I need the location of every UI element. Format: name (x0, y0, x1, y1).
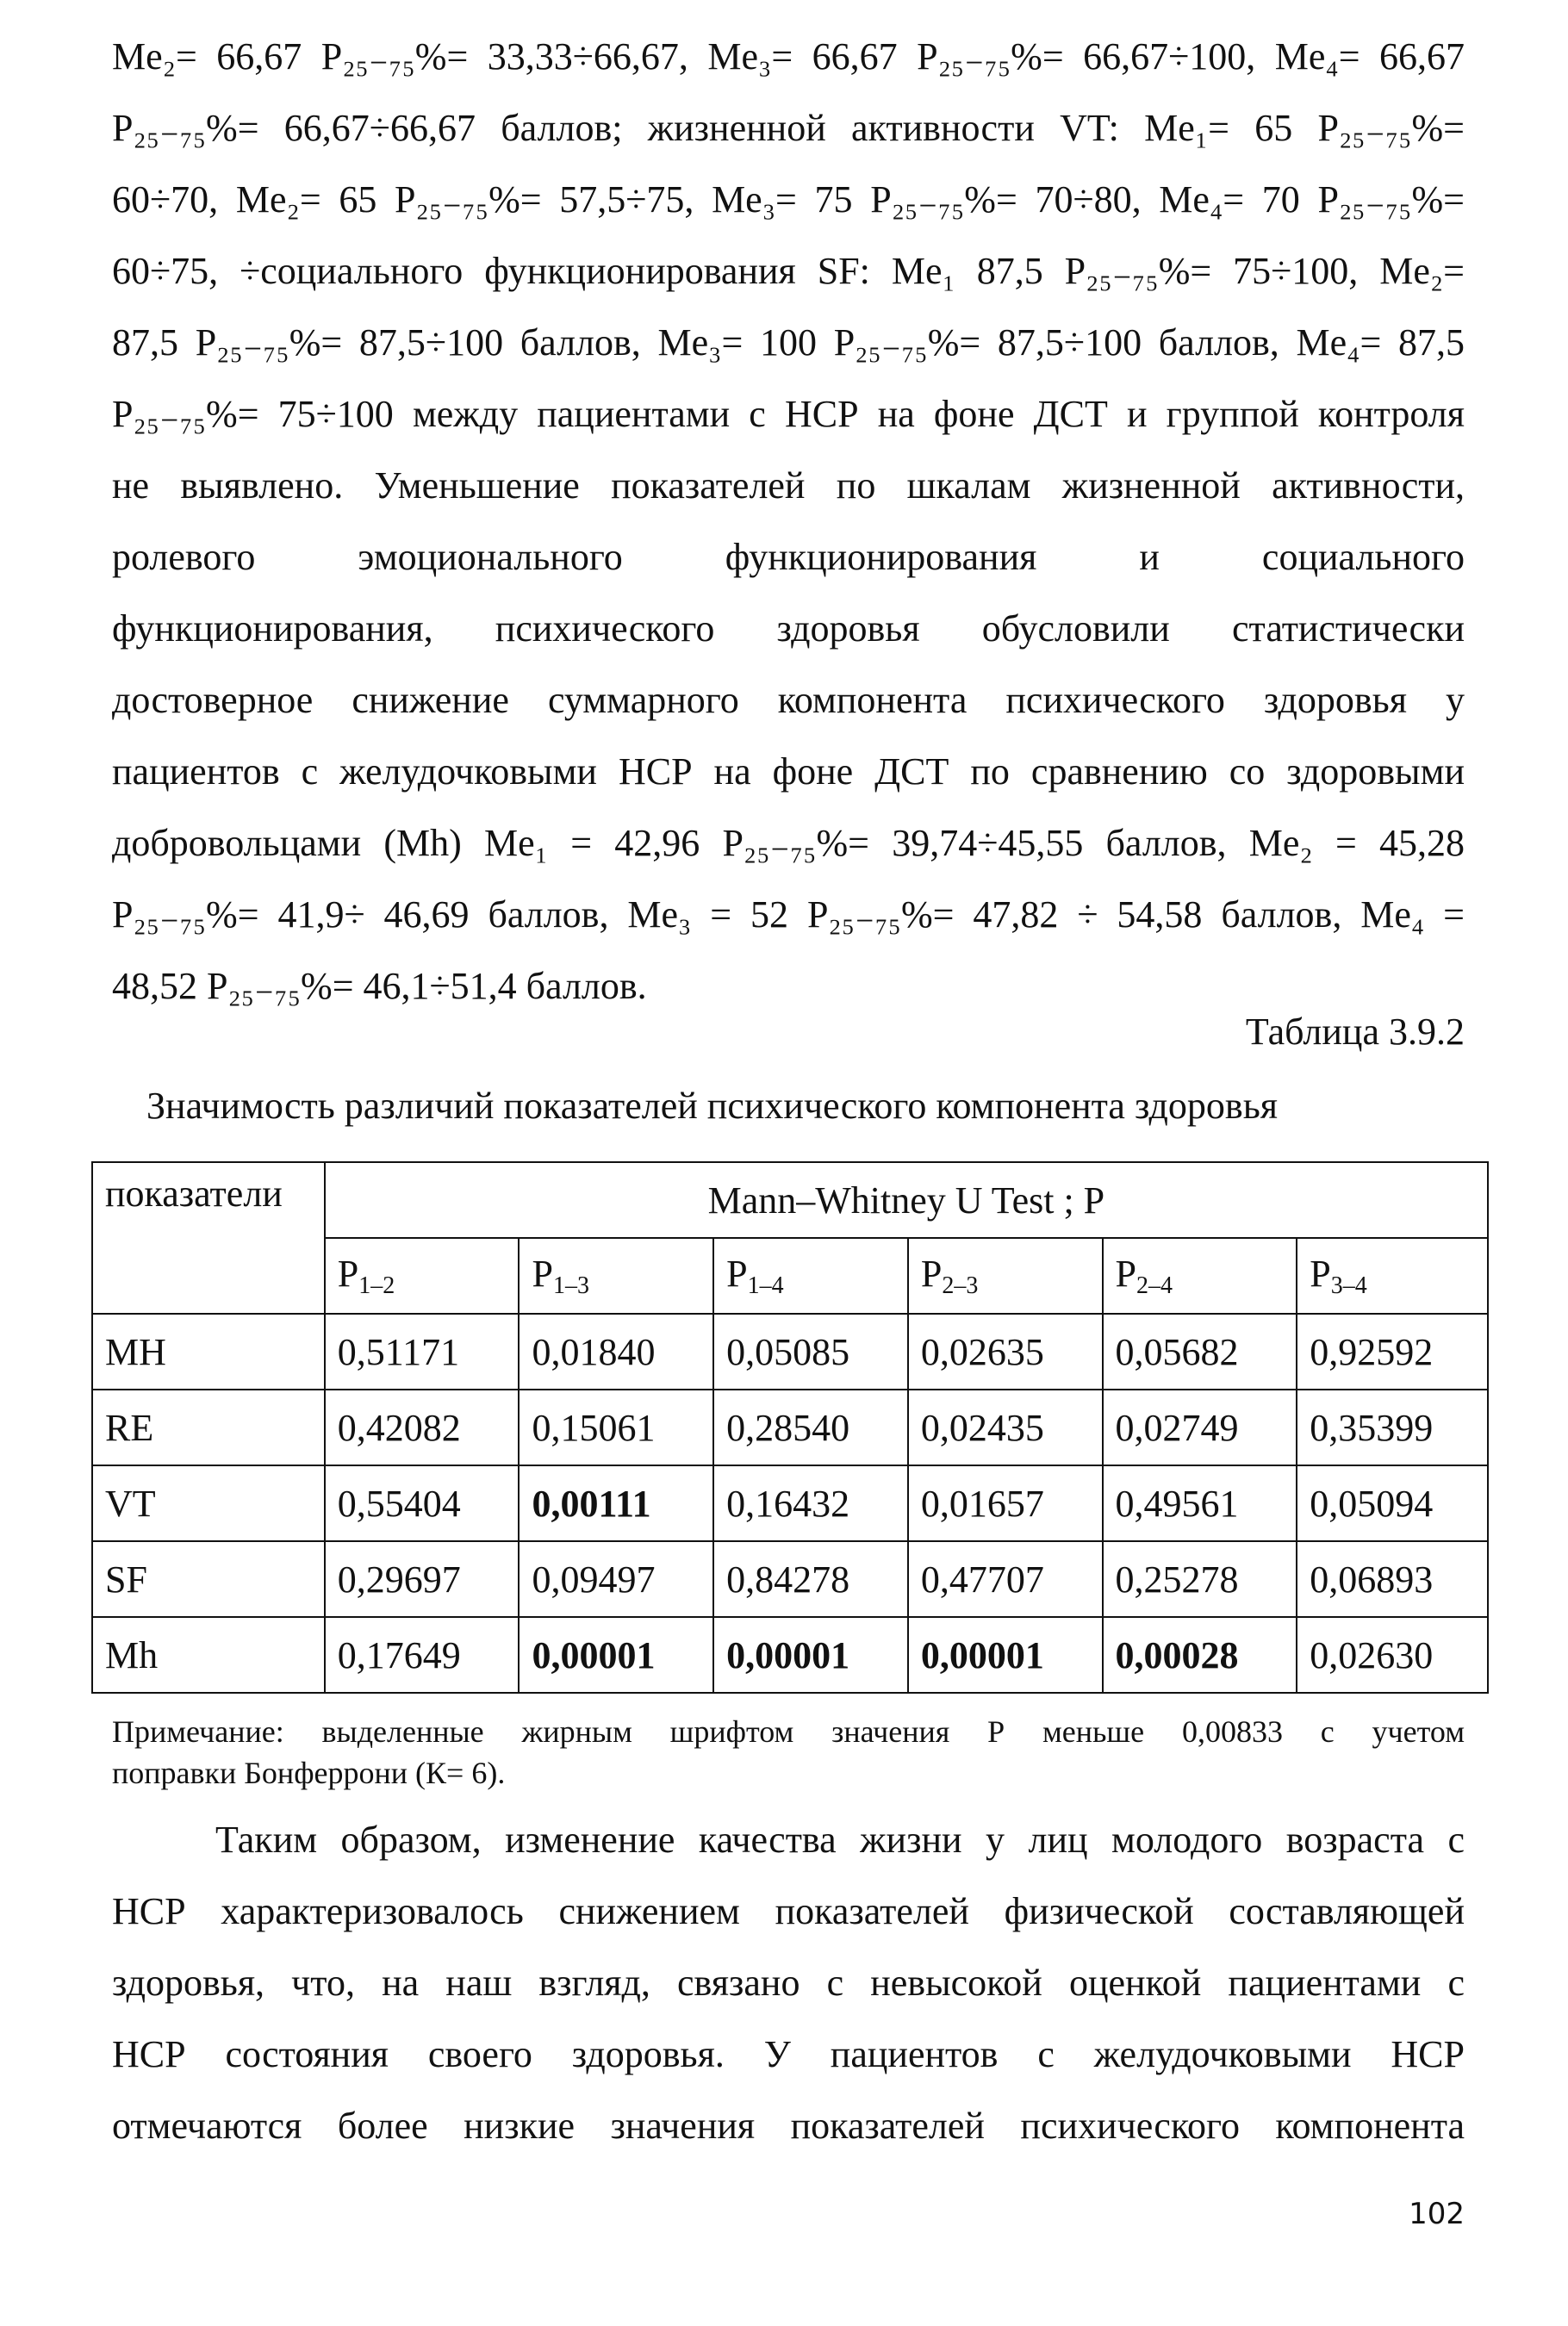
table-cell: 0,00001 (519, 1617, 713, 1693)
column-header: $P_{2-4}$ (1103, 1238, 1297, 1314)
table-cell: 0,02435 (908, 1390, 1103, 1465)
text-line: НСР характеризовалось снижением показателей физической составляющей (112, 1890, 1465, 1932)
text-line: Me₂= 66,67 P₂₅₋₇₅%= 33,33÷66,67, Me₃= 66,67 P₂₅₋₇₅%= 66,67÷100, Me₄= 66,67 (112, 35, 1465, 78)
group-header: Mann–Whitney U Test ; P (325, 1162, 1488, 1238)
text-line: P₂₅₋₇₅%= 66,67÷66,67 баллов; жизненной активности VT: Me₁= 65 P₂₅₋₇₅%= (112, 107, 1465, 149)
table-cell: 0,84278 (713, 1541, 908, 1617)
column-header: $P_{1-4}$ (713, 1238, 908, 1314)
row-label: MH (92, 1314, 325, 1390)
table-header-row (92, 1162, 1488, 1238)
note-line: поправки Бонферрони (К= 6). (112, 1756, 506, 1790)
column-header: $P_{3-4}$ (1297, 1238, 1488, 1314)
text-line: функционирования, психического здоровья обусловили статистически (112, 607, 1465, 650)
table-cell: 0,51171 (325, 1314, 520, 1390)
text-line: ролевого эмоционального функционирования и социального (112, 536, 1465, 578)
row-label: SF (92, 1541, 325, 1617)
text-line: не выявлено. Уменьшение показателей по шкалам жизненной активности, (112, 464, 1465, 507)
table-cell: 0,17649 (325, 1617, 520, 1693)
text-line: 60÷75, ÷социального функционирования SF: Me₁ 87,5 P₂₅₋₇₅%= 75÷100, Me₂= (112, 250, 1465, 292)
paragraph-2 (112, 1804, 1465, 2161)
note-line: Примечание: выделенные жирным шрифтом значения Р меньше 0,00833 с учетом (112, 1714, 1465, 1749)
text-line: Таким образом, изменение качества жизни у лиц молодого возраста с (215, 1819, 1465, 1861)
text-line: P₂₅₋₇₅%= 41,9÷ 46,69 баллов, Me₃ = 52 P₂₅₋₇₅%= 47,82 ÷ 54,58 баллов, Me₄ = (112, 893, 1465, 936)
text-line: здоровья, что, на наш взгляд, связано с невысокой оценкой пациентами с (112, 1962, 1465, 2004)
column-header: $P_{1-3}$ (519, 1238, 713, 1314)
row-label: VT (92, 1465, 325, 1541)
text-line: 60÷70, Me₂= 65 P₂₅₋₇₅%= 57,5÷75, Me₃= 75 P₂₅₋₇₅%= 70÷80, Me₄= 70 P₂₅₋₇₅%= (112, 178, 1465, 221)
text-line: НСР состояния своего здоровья. У пациентов с желудочковыми НСР (112, 2033, 1465, 2075)
table-row (92, 1541, 1488, 1617)
row-label: Mh (92, 1617, 325, 1693)
text-line: достоверное снижение суммарного компонента психического здоровья у (112, 679, 1465, 721)
table-row (92, 1390, 1488, 1465)
table-cell: 0,01840 (519, 1314, 713, 1390)
table-cell: 0,00028 (1103, 1617, 1297, 1693)
table-cell: 0,15061 (519, 1390, 713, 1465)
text-line: P₂₅₋₇₅%= 75÷100 между пациентами с НСР на фоне ДСТ и группой контроля (112, 393, 1465, 435)
table-cell: 0,16432 (713, 1465, 908, 1541)
table-row (92, 1314, 1488, 1390)
table-cell: 0,42082 (325, 1390, 520, 1465)
table-row (92, 1465, 1488, 1541)
table-cell: 0,02749 (1103, 1390, 1297, 1465)
table-cell: 0,28540 (713, 1390, 908, 1465)
text-line: добровольцами (Mh) Me₁ = 42,96 P₂₅₋₇₅%= 39,74÷45,55 баллов, Me₂ = 45,28 (112, 822, 1465, 864)
table-label: Таблица 3.9.2 (1245, 1011, 1465, 1053)
text-line: 48,52 P₂₅₋₇₅%= 46,1÷51,4 баллов. (112, 965, 647, 1007)
table-cell: 0,29697 (325, 1541, 520, 1617)
table-note (112, 1711, 1465, 1794)
row-label: RE (92, 1390, 325, 1465)
table-title: Значимость различий показателей психического компонента здоровья (146, 1085, 1278, 1127)
paragraph-1 (112, 21, 1465, 1022)
corner-header: показатели (92, 1162, 325, 1314)
table-cell: 0,47707 (908, 1541, 1103, 1617)
table-cell: 0,55404 (325, 1465, 520, 1541)
text-line: 87,5 P₂₅₋₇₅%= 87,5÷100 баллов, Me₃= 100 P₂₅₋₇₅%= 87,5÷100 баллов, Me₄= 87,5 (112, 321, 1465, 364)
table-cell: 0,00001 (713, 1617, 908, 1693)
table-cell: 0,09497 (519, 1541, 713, 1617)
table-cell: 0,05085 (713, 1314, 908, 1390)
table-cell: 0,00001 (908, 1617, 1103, 1693)
column-header: $P_{2-3}$ (908, 1238, 1103, 1314)
table-cell: 0,02635 (908, 1314, 1103, 1390)
text-line: отмечаются более низкие значения показателей психического компонента (112, 2105, 1465, 2147)
significance-table (91, 1161, 1489, 1694)
page-number: 102 (1409, 2197, 1465, 2231)
table-cell: 0,01657 (908, 1465, 1103, 1541)
table-cell: 0,05094 (1297, 1465, 1488, 1541)
table-cell: 0,06893 (1297, 1541, 1488, 1617)
table-cell: 0,05682 (1103, 1314, 1297, 1390)
table-cell: 0,49561 (1103, 1465, 1297, 1541)
table-cell: 0,00111 (519, 1465, 713, 1541)
table-row (92, 1617, 1488, 1693)
text-line: пациентов с желудочковыми НСР на фоне ДСТ по сравнению со здоровыми (112, 750, 1465, 793)
table-cell: 0,25278 (1103, 1541, 1297, 1617)
table-cell: 0,02630 (1297, 1617, 1488, 1693)
table-cell: 0,92592 (1297, 1314, 1488, 1390)
column-header: $P_{1-2}$ (325, 1238, 520, 1314)
table-cell: 0,35399 (1297, 1390, 1488, 1465)
